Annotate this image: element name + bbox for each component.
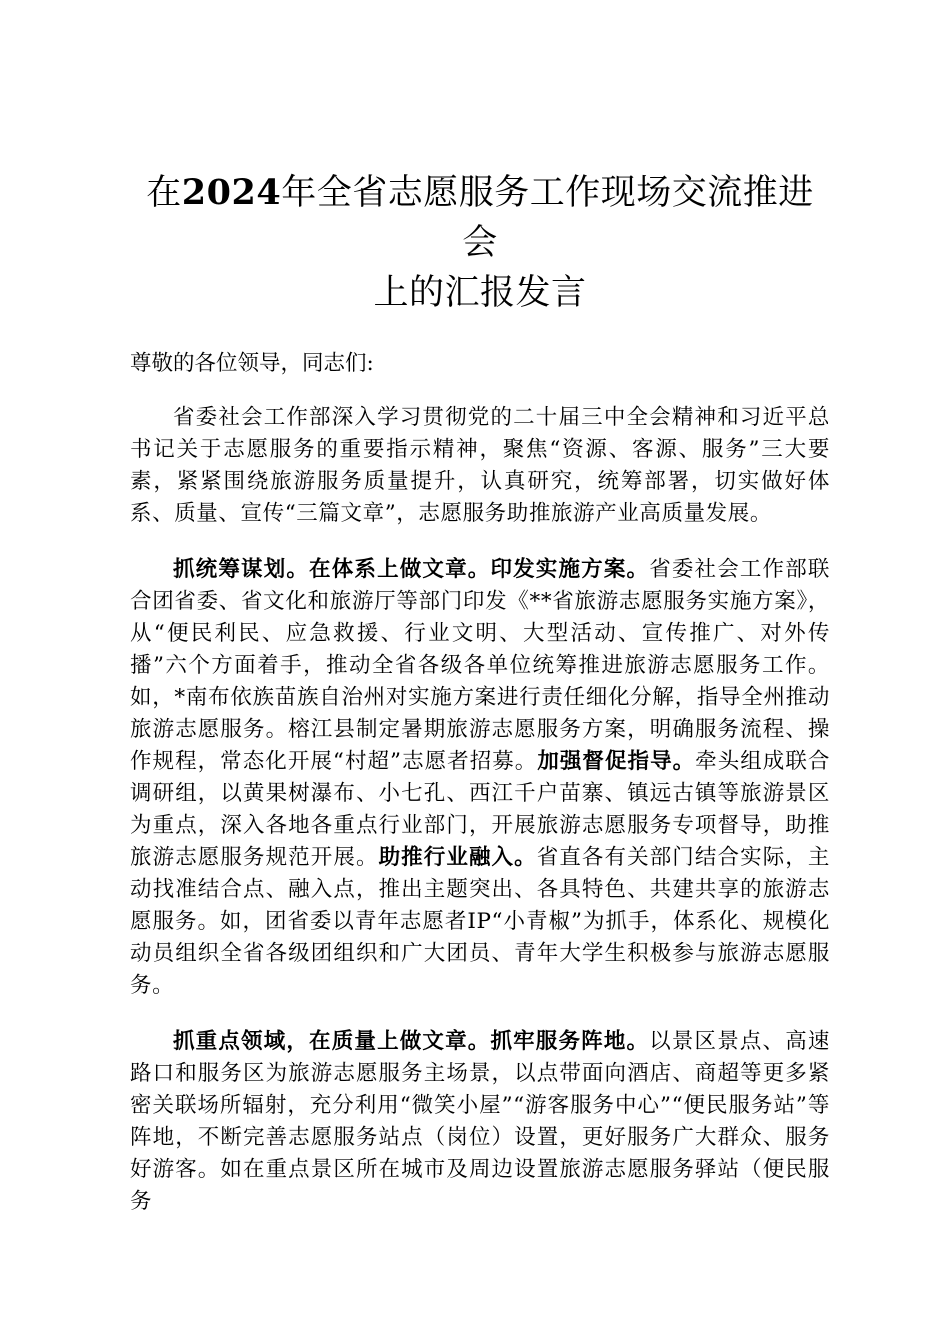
section2-heading: 抓重点领域，在质量上做文章。	[173, 1029, 491, 1054]
section1-sub3-label: 助推行业融入。	[378, 845, 537, 870]
title-prefix: 在	[146, 173, 182, 213]
section2-paragraph	[130, 1026, 830, 1218]
intro-paragraph: 省委社会工作部深入学习贯彻党的二十届三中全会精神和习近平总书记关于志愿服务的重要指示精神，聚焦“资源、客源、服务”三大要素，紧紧围绕旅游服务质量提升，认真研究，统筹部署，切实做好体系、质量、宣传“三篇文章”，志愿服务助推旅游产业高质量发展。	[130, 405, 830, 526]
section2-sub1-label: 抓牢服务阵地。	[490, 1029, 650, 1054]
section1-sub1-text: 省委社会工作部联合团省委、省文化和旅游厅等部门印发《**省旅游志愿服务实施方案》，从“便民利民、应急救援、行业文明、大型活动、宣传推广、对外传播”六个方面着手，推动全省各级各单位统筹推进旅游志愿服务工作。如，*南布依族苗族自治州对实施方案进行责任细化分解，指导全州推动旅游志愿服务。榕江县制定暑期旅游志愿服务方案，明确服务流程、操作规程，常态化开展“村超”志愿者招募。	[130, 557, 831, 774]
title-year: 2024	[181, 172, 282, 213]
section2-sub1-text: 以景区景点、高速路口和服务区为旅游志愿服务主场景，以点带面向酒店、商超等更多紧密关联场所辐射，充分利用“微笑小屋”“游客服务中心”“便民服务站”等阵地，不断完善志愿服务站点（岗位）设置，更好服务广大群众、服务好游客。如在重点景区所在城市及周边设置旅游志愿服务驿站（便民服务	[130, 1029, 831, 1214]
document-page	[130, 168, 830, 1218]
section1-sub1-label: 印发实施方案。	[490, 557, 650, 582]
salutation: 尊敬的各位领导，同志们:	[130, 351, 374, 376]
title-line2: 上的汇报发言	[373, 273, 587, 313]
section1-sub2-label: 加强督促指导。	[537, 749, 696, 774]
title-line1-rest: 年全省志愿服务工作现场交流推进会	[281, 173, 814, 263]
section1-sub3-text: 省直各有关部门结合实际，主动找准结合点、融入点，推出主题突出、各具特色、共建共享的旅游志愿服务。如，团省委以青年志愿者IP“小青椒”为抓手，体系化、规模化动员组织全省各级团组织和广大团员、青年大学生积极参与旅游志愿服务。	[130, 845, 830, 998]
document-title	[130, 168, 830, 318]
section1-paragraph	[130, 554, 830, 1002]
section1-heading: 抓统筹谋划。在体系上做文章。	[173, 557, 491, 582]
section1-sub2-text: 牵头组成联合调研组，以黄果树瀑布、小七孔、西江千户苗寨、镇远古镇等旅游景区为重点，深入各地各重点行业部门，开展旅游志愿服务专项督导，助推旅游志愿服务规范开展。	[130, 749, 830, 870]
